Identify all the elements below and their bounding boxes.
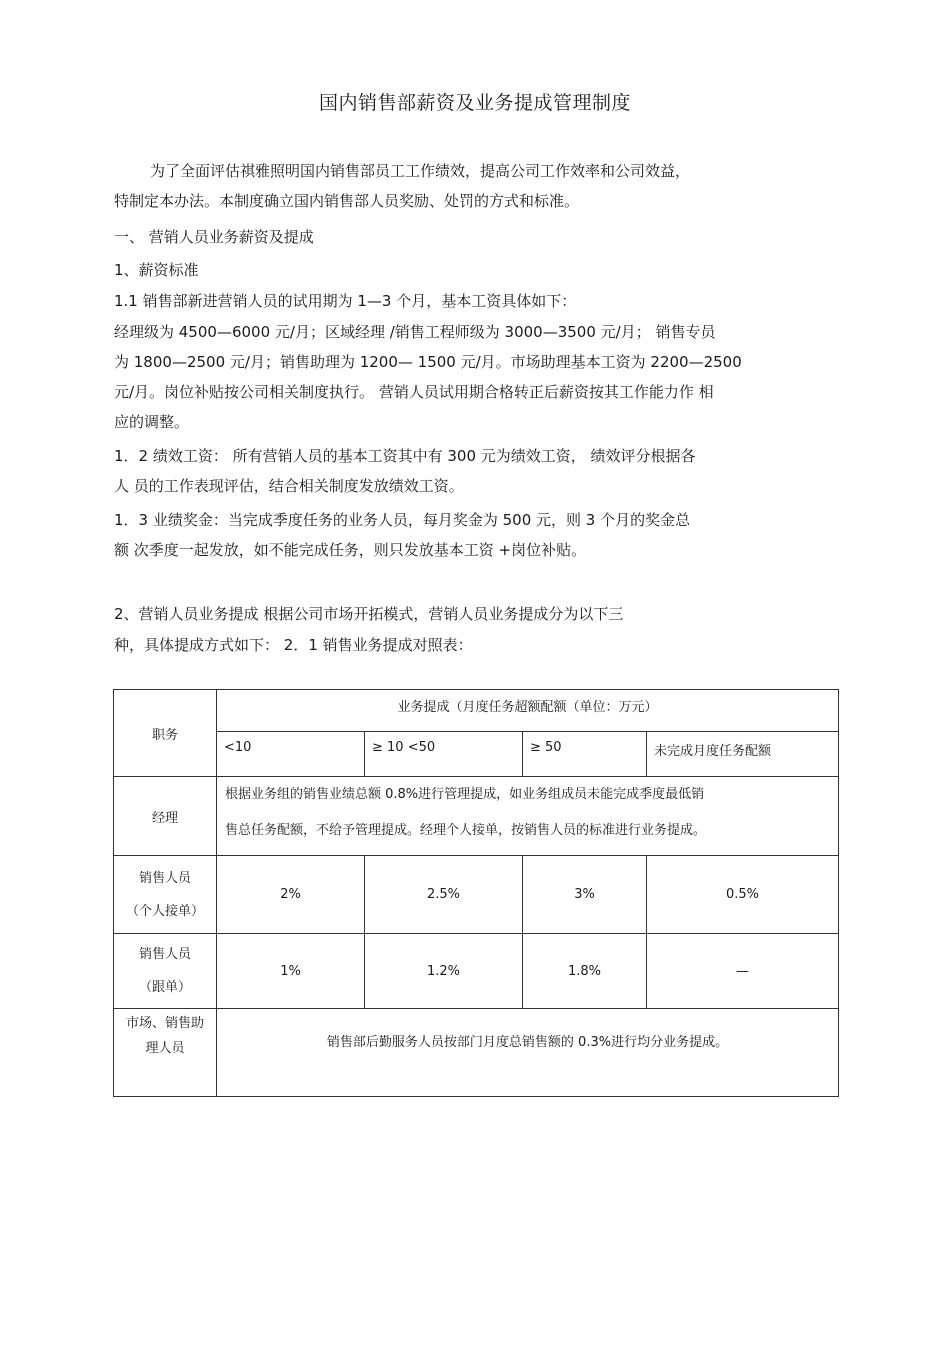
rate-follow-10-to-50: 1.2% <box>365 934 523 1009</box>
paragraph-1-1-line2: 经理级为 4500—6000 元/月；区域经理 /销售工程师级为 3000—3500 元/月； 销售专员 <box>114 323 716 341</box>
paragraph-1-3-line2: 额 次季度一起发放，如不能完成任务，则只发放基本工资 +岗位补贴。 <box>114 541 587 559</box>
assistant-commission-note: 销售部后勤服务人员按部门月度总销售额的 0.3%进行均分业务提成。 <box>217 1009 839 1097</box>
paragraph-1-3-line1: 1．3 业绩奖金：当完成季度任务的业务人员，每月奖金为 500 元，则 3 个月的奖金总 <box>114 511 691 529</box>
manager-note-line1: 根据业务组的销售业绩总额 0.8%进行管理提成，如业务组成员未能完成季度最低销 <box>225 787 705 802</box>
role-sales-individual-line2: （个人接单） <box>125 903 204 919</box>
paragraph-1-2-line1: 1．2 绩效工资： 所有营销人员的基本工资其中有 300 元为绩效工资， 绩效评分根据各 <box>114 447 696 465</box>
section-heading-1: 一、 营销人员业务薪资及提成 <box>114 228 314 246</box>
rate-individual-under-10: 2% <box>217 856 365 934</box>
role-sales-follow <box>114 934 217 1009</box>
paragraph-1-1-line5: 应的调整。 <box>114 413 190 431</box>
rate-follow-quota-not-met: — <box>647 934 839 1009</box>
rate-individual-10-to-50: 2.5% <box>365 856 523 934</box>
tier-10-to-50: ≥ 10 <50 <box>365 732 523 777</box>
manager-commission-note <box>217 777 839 856</box>
role-assistant-line2: 理人员 <box>145 1041 185 1056</box>
role-sales-follow-line1: 销售人员 <box>138 947 191 962</box>
role-assistant-line1: 市场、销售助 <box>125 1016 204 1031</box>
paragraph-2-line1: 2、营销人员业务提成 根据公司市场开拓模式，营销人员业务提成分为以下三 <box>114 605 624 623</box>
role-sales-individual <box>114 856 217 934</box>
rate-follow-over-50: 1.8% <box>523 934 647 1009</box>
header-commission: 业务提成（月度任务超额配额（单位：万元） <box>217 690 839 732</box>
role-manager: 经理 <box>114 777 217 856</box>
rate-individual-over-50: 3% <box>523 856 647 934</box>
paragraph-1-1-line1: 1.1 销售部新进营销人员的试用期为 1—3 个月，基本工资具体如下： <box>114 292 577 310</box>
subsection-heading-salary: 1、薪资标准 <box>114 261 199 279</box>
rate-follow-under-10: 1% <box>217 934 365 1009</box>
paragraph-1-1-line3: 为 1800—2500 元/月；销售助理为 1200— 1500 元/月。市场助理基本工资为 2200—2500 <box>114 353 742 371</box>
paragraph-1-2-line2: 人 员的工作表现评估，结合相关制度发放绩效工资。 <box>114 477 464 495</box>
document-title: 国内销售部薪资及业务提成管理制度 <box>318 92 631 114</box>
role-sales-follow-line2: （跟单） <box>138 980 191 995</box>
tier-over-50: ≥ 50 <box>523 732 647 777</box>
role-assistant <box>114 1009 217 1097</box>
paragraph-2-line2: 种，具体提成方式如下： 2．1 销售业务提成对照表： <box>114 636 473 654</box>
paragraph-intro-line2: 特制定本办法。本制度确立国内销售部人员奖励、处罚的方式和标准。 <box>114 192 580 210</box>
rate-individual-quota-not-met: 0.5% <box>647 856 839 934</box>
paragraph-1-1-line4: 元/月。岗位补贴按公司相关制度执行。 营销人员试用期合格转正后薪资按其工作能力作 相 <box>114 383 714 401</box>
paragraph-intro-line1: 为了全面评估祺雅照明国内销售部员工工作绩效，提高公司工作效率和公司效益， <box>150 162 691 180</box>
commission-table <box>113 689 839 1097</box>
manager-note-line2: 售总任务配额，不给予管理提成。经理个人接单，按销售人员的标准进行业务提成。 <box>225 823 707 838</box>
header-role: 职务 <box>114 690 217 777</box>
role-sales-individual-line1: 销售人员 <box>138 870 191 886</box>
tier-quota-not-met: 未完成月度任务配额 <box>647 732 839 777</box>
tier-under-10: <10 <box>217 732 365 777</box>
